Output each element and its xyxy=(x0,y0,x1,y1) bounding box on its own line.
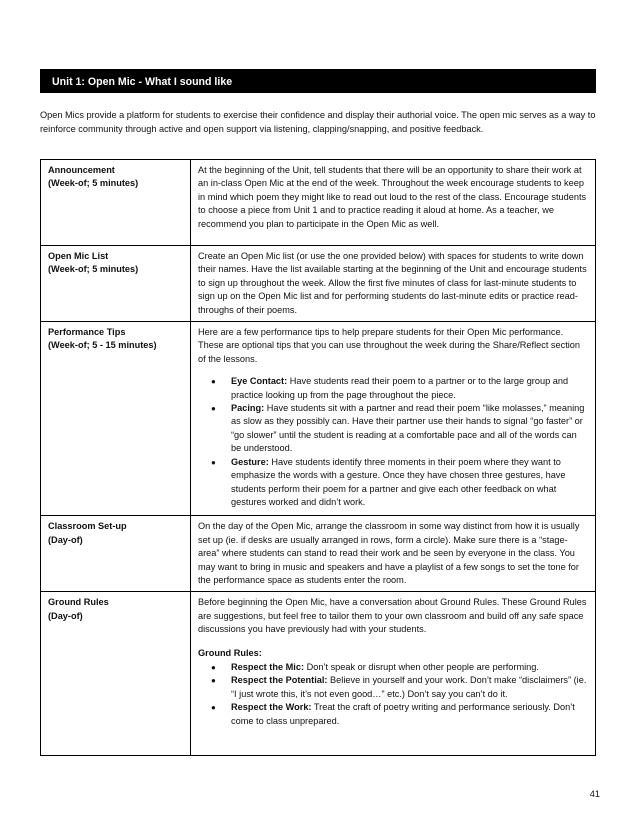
ground-rules-list xyxy=(198,661,589,728)
table-row xyxy=(41,516,596,592)
row-title: Announcement xyxy=(48,165,115,175)
ground-rules-heading: Ground Rules: xyxy=(198,647,262,658)
tip-lead: Pacing: xyxy=(231,403,265,414)
list-item xyxy=(198,375,589,402)
intro-paragraph: Open Mics provide a platform for students to exercise their confidence and display their authorial voice. The open mic serves as a way to reinforce community through active and open support via listening, clapping/snapping, and positive feedback. xyxy=(40,110,596,135)
row-description-cell xyxy=(191,592,596,756)
row-title: Open Mic List xyxy=(48,251,109,261)
rule-lead: Respect the Work: xyxy=(231,702,312,713)
unit-title: Unit 1: Open Mic - What I sound like xyxy=(52,76,233,88)
row-label-cell xyxy=(41,160,191,246)
bullet-icon: ● xyxy=(211,457,216,467)
rule-lead: Respect the Potential: xyxy=(231,675,328,686)
bullet-icon: ● xyxy=(211,662,216,672)
tip-text: Have students identify three moments in their poem where they want to emphasize the words with a gesture. Once they have chosen three gestures, have students perform their poem for a partner and give each other feedback on what gestures worked and didn’t work. xyxy=(231,456,566,507)
row-description: At the beginning of the Unit, tell students that there will be an opportunity to share their work at an in-class Open Mic at the end of the week. Throughout the week encourage students to keep in mind which poem they might like to read out loud to the rest of the class. Encourage students to choose a piece from Unit 1 and to practice reading it aloud at home. As a teacher, we recommend you plan to participate in the Open Mic as well. xyxy=(198,165,587,229)
rule-text: Don’t speak or disrupt when other people are performing. xyxy=(304,661,539,672)
rule-lead: Respect the Mic: xyxy=(231,661,305,672)
table-row xyxy=(41,160,596,246)
tip-lead: Gesture: xyxy=(231,456,269,467)
row-description: Create an Open Mic list (or use the one provided below) with spaces for students to write down their names. Have the list available starting at the beginning of the Unit and encourage students to sign up throughout the week. Allow the first five minutes of class for last-minute students to sign up on the Open Mic list and for performing students do last-minute edits or practice read-throughs of their poems. xyxy=(198,251,587,315)
tip-lead: Eye Contact: xyxy=(231,376,288,387)
row-description: Before beginning the Open Mic, have a conversation about Ground Rules. These Ground Rules are suggestions, but feel free to tailor them to your own classroom and build off any safe space discussions you have previously had with your students. xyxy=(198,597,587,635)
rule-text: Believe in yourself and your work. Don’t make “disclaimers” (ie. “I just wrote this, it’s not even good…” etc.) Don’t say you can’t do it. xyxy=(231,675,587,699)
list-item xyxy=(198,674,589,701)
table-row xyxy=(41,322,596,516)
row-label-cell xyxy=(41,322,191,516)
tip-text: Have students sit with a partner and read their poem “like molasses,” meaning as slow as they possibly can. Have their partner use their hands to signal “go faster” or “go slower” until the student is reading at a comfortable pace and all of the words can be understood. xyxy=(231,403,585,454)
lesson-plan-table xyxy=(40,159,596,756)
row-description: On the day of the Open Mic, arrange the classroom in some way distinct from how it is usually set up (ie. if desks are usually arranged in rows, form a circle). Make sure there is a “stage-area” where students can stand to read their work and be seen by everyone in the class. You may want to bring in music and speakers and have a playlist of a few songs to set the tone for the performance space as students enter the room. xyxy=(198,521,580,585)
row-description-cell xyxy=(191,516,596,592)
bullet-icon: ● xyxy=(211,703,216,713)
row-duration: (Day-of) xyxy=(48,610,83,621)
row-title: Performance Tips xyxy=(48,327,126,338)
row-duration: (Day-of) xyxy=(48,534,83,545)
row-duration: (Week-of; 5 minutes) xyxy=(48,264,139,275)
row-description-cell xyxy=(191,246,596,322)
rule-text: Treat the craft of poetry writing and performance seriously. Don’t come to class unprepared. xyxy=(231,702,575,726)
table-row xyxy=(41,246,596,322)
bullet-icon: ● xyxy=(211,404,216,414)
list-item xyxy=(198,456,589,510)
row-title: Ground Rules xyxy=(48,597,109,608)
bullet-icon: ● xyxy=(211,676,216,686)
row-description: Here are a few performance tips to help prepare students for their Open Mic performance. These are optional tips that you can use throughout the week during the Share/Reflect section of the lessons. xyxy=(198,327,581,364)
list-item xyxy=(198,402,589,456)
list-item xyxy=(198,661,589,674)
tip-text: Have students read their poem to a partner or to the large group and practice looking up from the page throughout the piece. xyxy=(231,376,569,400)
list-item xyxy=(198,701,589,728)
table-row xyxy=(41,592,596,756)
row-description-cell xyxy=(191,160,596,246)
row-duration: (Week-of; 5 - 15 minutes) xyxy=(48,340,157,351)
row-duration: (Week-of; 5 minutes) xyxy=(48,178,139,189)
row-title: Classroom Set-up xyxy=(48,521,127,532)
row-description-cell xyxy=(191,322,596,516)
bullet-icon: ● xyxy=(211,377,216,387)
unit-title-bar xyxy=(40,69,596,93)
performance-tips-list xyxy=(198,375,589,509)
row-label-cell xyxy=(41,592,191,756)
row-label-cell xyxy=(41,516,191,592)
page-number: 41 xyxy=(589,789,600,799)
row-label-cell xyxy=(41,246,191,322)
